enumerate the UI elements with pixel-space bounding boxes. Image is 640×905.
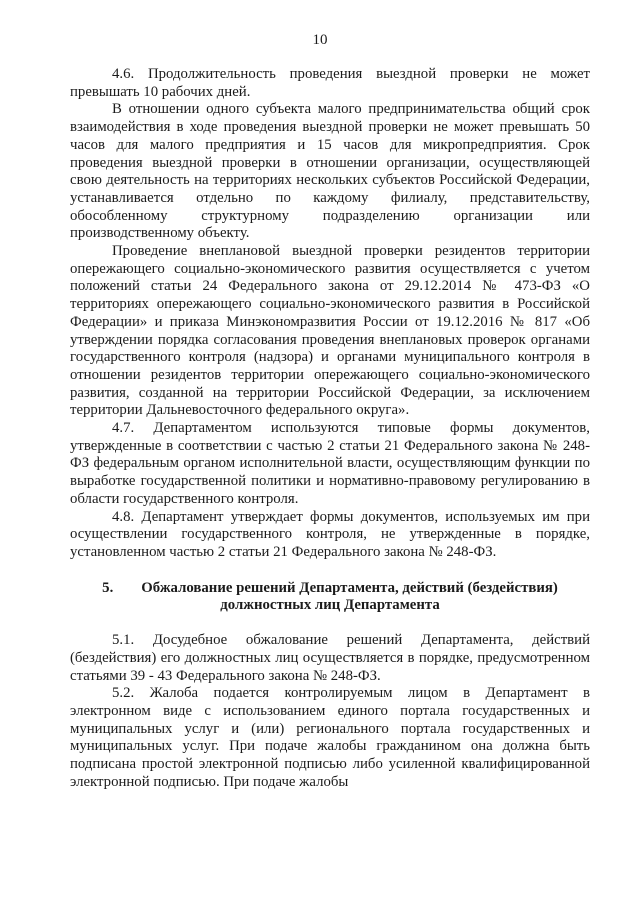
section-5-number: 5.	[102, 579, 114, 596]
paragraph-clause-4-6: 4.6. Продолжительность проведения выездной проверки не может превышать 10 рабочих дней.	[70, 66, 590, 100]
page-number: 10	[312, 32, 328, 48]
paragraph-clause-4-8: 4.8. Департамент утверждает формы документов, используемых им при осуществлении государственного контроля, не утвержденные в порядке, установленном частью 2 статьи 21 Федерального закона № 248-ФЗ.	[70, 508, 590, 560]
paragraph-clause-4-7: 4.7. Департаментом используются типовые формы документов, утвержденные в соответствии с частью 2 статьи 21 Федерального закона № 248-ФЗ федеральным органом исполнительной власти, осуществляющим функции по выработке государственной политики и нормативно-правовому регулированию в области государственного контроля.	[70, 420, 590, 507]
section-5-heading	[70, 580, 590, 615]
paragraph-tor-residents: Проведение внеплановой выездной проверки резидентов территории опережающего социально-экономического развития осуществляется с учетом положений статьи 24 Федерального закона от 29.12.2014 № 473-ФЗ «О территориях опережающего социально-экономического развития в Российской Федерации» и приказа Минэкономразвития России от 19.12.2016 № 817 «Об утверждении порядка согласования проведения внеплановых проверок органами государственного контроля (надзора) и органами муниципального контроля в отношении резидентов территории опережающего социально-экономического развития, созданной на территории Российской Федерации, за исключением территории Дальневосточного федерального округа».	[70, 243, 590, 419]
document-body	[70, 66, 590, 791]
section-5-title-line1: Обжалование решений Департамента, действий (бездействия)	[141, 579, 558, 596]
paragraph-clause-5-2: 5.2. Жалоба подается контролируемым лицом в Департамент в электронном виде с использованием единого портала государственных и муниципальных услуг и (или) регионального портала государственных и муниципальных услуг. При подаче жалобы гражданином она должна быть подписана простой электронной подписью либо усиленной квалифицированной электронной подписью. При подаче жалобы	[70, 685, 590, 790]
section-5-title-line2: должностных лиц Департамента	[220, 597, 440, 614]
paragraph-small-business-limits: В отношении одного субъекта малого предпринимательства общий срок взаимодействия в ходе проведения выездной проверки не может превышать 50 часов для малого предприятия и 15 часов для микропредприятия. Срок проведения выездной проверки в отношении организации, осуществляющей свою деятельность на территориях нескольких субъектов Российской Федерации, устанавливается отдельно по каждому филиалу, представительству, обособленному структурному подразделению организации или производственному объекту.	[70, 101, 590, 242]
paragraph-clause-5-1: 5.1. Досудебное обжалование решений Департамента, действий (бездействия) его должностных лиц осуществляется в порядке, предусмотренном статьями 39 - 43 Федерального закона № 248-ФЗ.	[70, 632, 590, 684]
